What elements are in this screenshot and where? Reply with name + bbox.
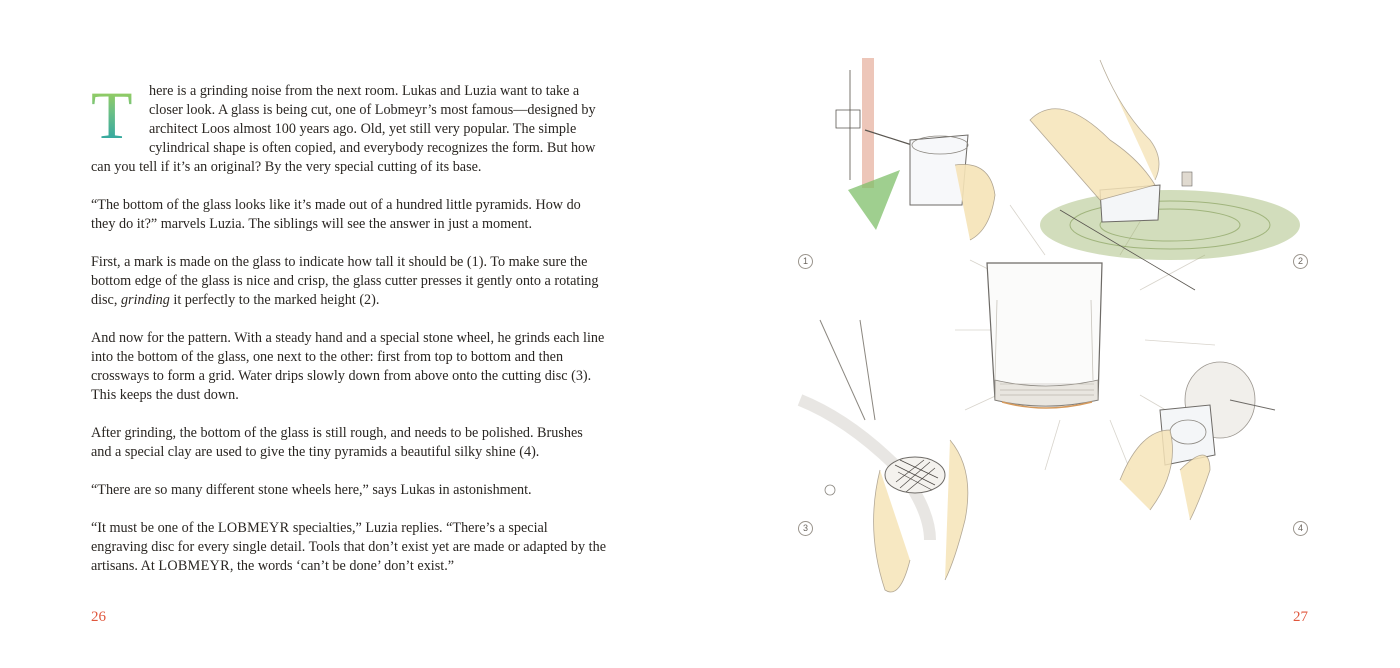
right-page — [700, 0, 1400, 668]
step-label-3: 3 — [798, 521, 813, 536]
paragraph-7 — [91, 519, 606, 576]
scene-polishing — [1120, 362, 1275, 520]
paragraph-3-emphasis: grinding — [120, 292, 170, 308]
paragraph-6: “There are so many different stone wheels here,” says Lukas in astonishment. — [91, 482, 532, 498]
glass-cutting-illustration — [700, 0, 1400, 668]
scene-marking — [836, 58, 995, 240]
paragraph-7-text-b: specialties,” Luzia replies. “There’s a special engraving disc for every single detail. Tools that don’t exist yet are made or adapted by the artisans. At — [91, 520, 606, 574]
paragraph-7-text-c: , the words ‘can’t be done’ don’t exist.” — [229, 558, 455, 574]
paragraph-4: And now for the pattern. With a steady hand and a special stone wheel, he grinds each line into the bottom of the glass, one next to the other: first from top to bottom and then crossways to form a grid. Water drips slowly down from above onto the cutting disc (3). This keeps the dust down. — [91, 330, 605, 403]
center-glass — [987, 263, 1102, 408]
step-label-1: 1 — [798, 254, 813, 269]
scene-engraving — [800, 320, 968, 592]
step-label-2: 2 — [1293, 254, 1308, 269]
paragraph-1-text: here is a grinding noise from the next room. Lukas and Luzia want to take a closer look. A glass is being cut, one of Lobmeyr’s most famous—designed by architect Loos almost 100 years ago. Old, yet still very popular. The simple cylindrical shape is often copied, and everybody recognizes the form. But how can you tell if it’s an original? By the very special cutting of its base. — [91, 83, 596, 175]
paragraph-3-text-a: First, a mark is made on the glass to indicate how tall it should be (1). To make sure the bottom edge of the glass is nice and crisp, the glass cutter presses it gently onto a rotating disc, — [91, 254, 599, 308]
drop-cap: T — [91, 88, 141, 142]
paragraph-5: After grinding, the bottom of the glass is still rough, and needs to be polished. Brushes and a special clay are used to give the tiny pyramids a beautiful silky shine (4). — [91, 425, 583, 460]
paragraph-7-text-a: “It must be one of the — [91, 520, 218, 536]
page-number-left: 26 — [91, 609, 106, 625]
paragraph-3-text-b: it perfectly to the marked height (2). — [169, 292, 380, 308]
paragraph-1 — [91, 77, 606, 177]
step-label-4: 4 — [1293, 521, 1308, 536]
brand-name: LOBMEYR — [158, 558, 230, 574]
page-number-right: 27 — [1293, 609, 1308, 625]
paragraph-3 — [91, 253, 606, 310]
body-text — [91, 77, 606, 595]
brand-name: LOBMEYR — [217, 520, 290, 536]
paragraph-2: “The bottom of the glass looks like it’s made out of a hundred little pyramids. How do they do it?” marvels Luzia. The siblings will see the answer in just a moment. — [91, 197, 581, 232]
scene-grinding-disc — [1030, 60, 1300, 290]
